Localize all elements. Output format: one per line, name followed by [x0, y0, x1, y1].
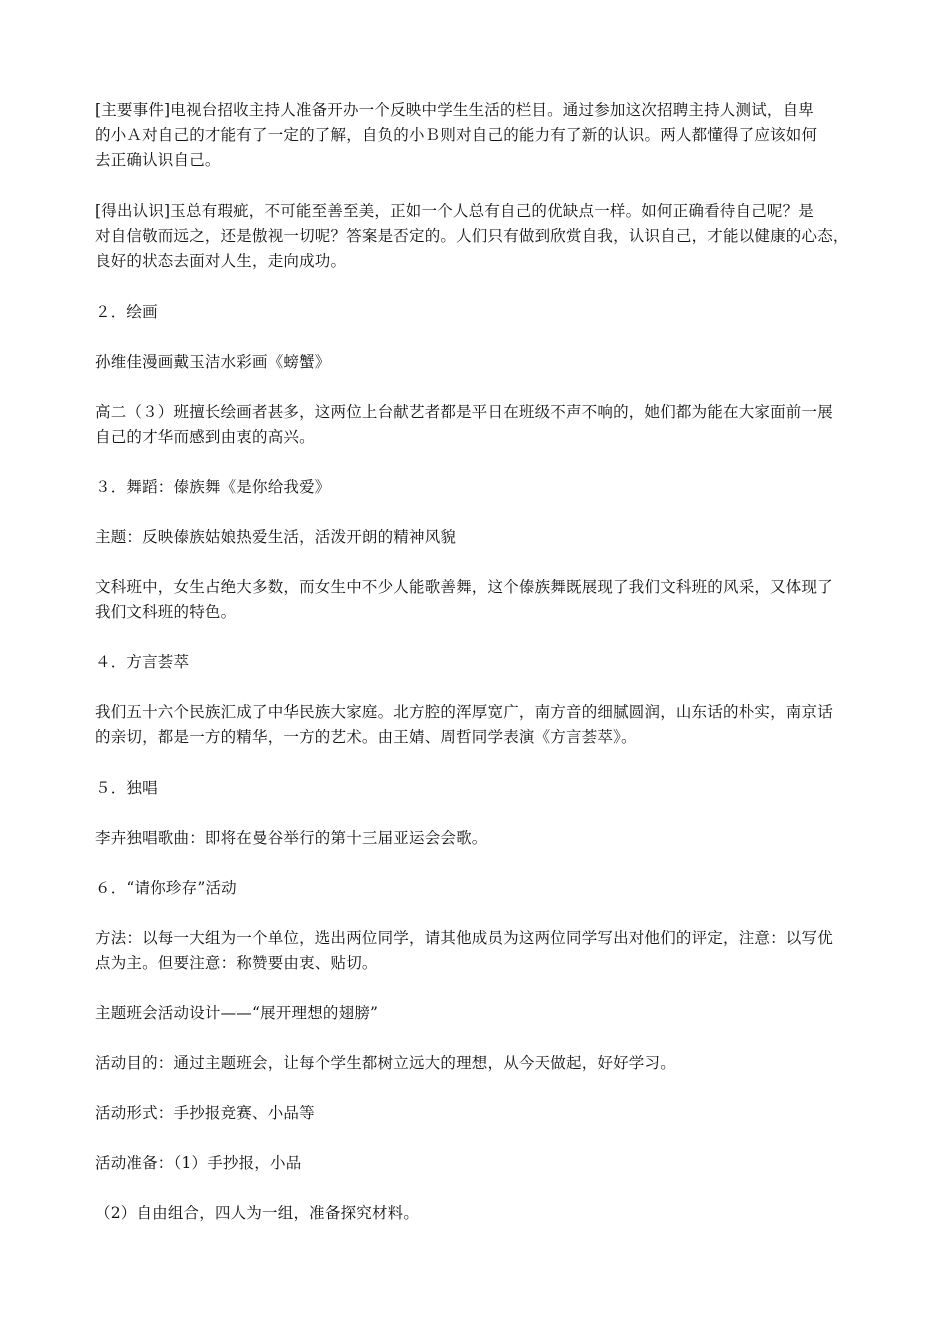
text-line: [主要事件]电视台招收主持人准备开办一个反映中学生生活的栏目。通过参加这次招聘主持人测试，自卑	[95, 101, 814, 119]
paragraph-painting-description	[95, 400, 865, 450]
text-line: 主题班会活动设计——“展开理想的翅膀”	[95, 1004, 379, 1022]
text-line: 的小Ａ对自己的才能有了一定的了解，自负的小Ｂ则对自己的能力有了新的认识。两人都懂得了应该如何	[95, 126, 818, 144]
text-line: 高二（３）班擅长绘画者甚多，这两位上台献艺者都是平日在班级不声不响的，她们都为能在大家面前一展	[95, 403, 833, 421]
text-line: ３．舞蹈：傣族舞《是你给我爱》	[95, 478, 331, 496]
paragraph-activity-form	[95, 1101, 865, 1126]
text-line: 主题：反映傣族姑娘热爱生活，活泼开朗的精神风貌	[95, 528, 457, 546]
paragraph-activity-preparation	[95, 1151, 865, 1176]
text-line: 点为主。但要注意：称赞要由衷、贴切。	[95, 954, 378, 972]
text-line: （2）自由组合，四人为一组，准备探究材料。	[95, 1204, 420, 1222]
text-line: 良好的状态去面对人生，走向成功。	[95, 252, 347, 270]
text-line: 对自信敬而远之，还是傲视一切呢？答案是否定的。人们只有做到欣赏自我，认识自己，才能以健康的心态，	[95, 227, 849, 245]
text-line: 我们文科班的特色。	[95, 603, 237, 621]
section-heading-dance	[95, 475, 865, 500]
section-heading-dialects	[95, 650, 865, 675]
text-line: 文科班中，女生占绝大多数，而女生中不少人能歌善舞，这个傣族舞既展现了我们文科班的风采，又体现了	[95, 578, 833, 596]
text-line: 去正确认识自己。	[95, 151, 221, 169]
text-line: 孙维佳漫画戴玉洁水彩画《螃蟹》	[95, 353, 331, 371]
text-line: 方法：以每一大组为一个单位，选出两位同学，请其他成员为这两位同学写出对他们的评定，注意：以写优	[95, 929, 833, 947]
paragraph-main-event	[95, 98, 865, 173]
paragraph-dialects-description	[95, 700, 865, 750]
text-line: 活动形式：手抄报竞赛、小品等	[95, 1104, 315, 1122]
text-line: 我们五十六个民族汇成了中华民族大家庭。北方腔的浑厚宽广，南方音的细腻圆润，山东话的朴实，南京话	[95, 703, 833, 721]
section-heading-cherish-activity	[95, 876, 865, 901]
text-line: 活动目的：通过主题班会，让每个学生都树立远大的理想，从今天做起，好好学习。	[95, 1054, 676, 1072]
paragraph-dance-description	[95, 575, 865, 625]
text-line: ５．独唱	[95, 779, 158, 797]
text-line: ４．方言荟萃	[95, 653, 190, 671]
text-line: ６．“请你珍存”活动	[95, 879, 237, 897]
paragraph-solo-description	[95, 826, 865, 851]
section-heading-painting	[95, 300, 865, 325]
paragraph-activity-goal	[95, 1051, 865, 1076]
paragraph-dance-theme	[95, 525, 865, 550]
text-line: [得出认识]玉总有瑕疵，不可能至善至美，正如一个人总有自己的优缺点一样。如何正确看待自己呢？是	[95, 202, 814, 220]
paragraph-conclusion	[95, 199, 865, 274]
text-line: 活动准备：（1）手抄报，小品	[95, 1154, 302, 1172]
paragraph-group-formation	[95, 1201, 865, 1226]
section-heading-class-meeting-design	[95, 1001, 865, 1026]
paragraph-painting-works	[95, 350, 865, 375]
section-heading-solo	[95, 776, 865, 801]
text-line: 的亲切，都是一方的精华，一方的艺术。由王婧、周哲同学表演《方言荟萃》。	[95, 728, 637, 746]
text-line: ２．绘画	[95, 303, 158, 321]
text-line: 自己的才华而感到由衷的高兴。	[95, 428, 315, 446]
paragraph-method	[95, 926, 865, 976]
text-line: 李卉独唱歌曲：即将在曼谷举行的第十三届亚运会会歌。	[95, 829, 488, 847]
